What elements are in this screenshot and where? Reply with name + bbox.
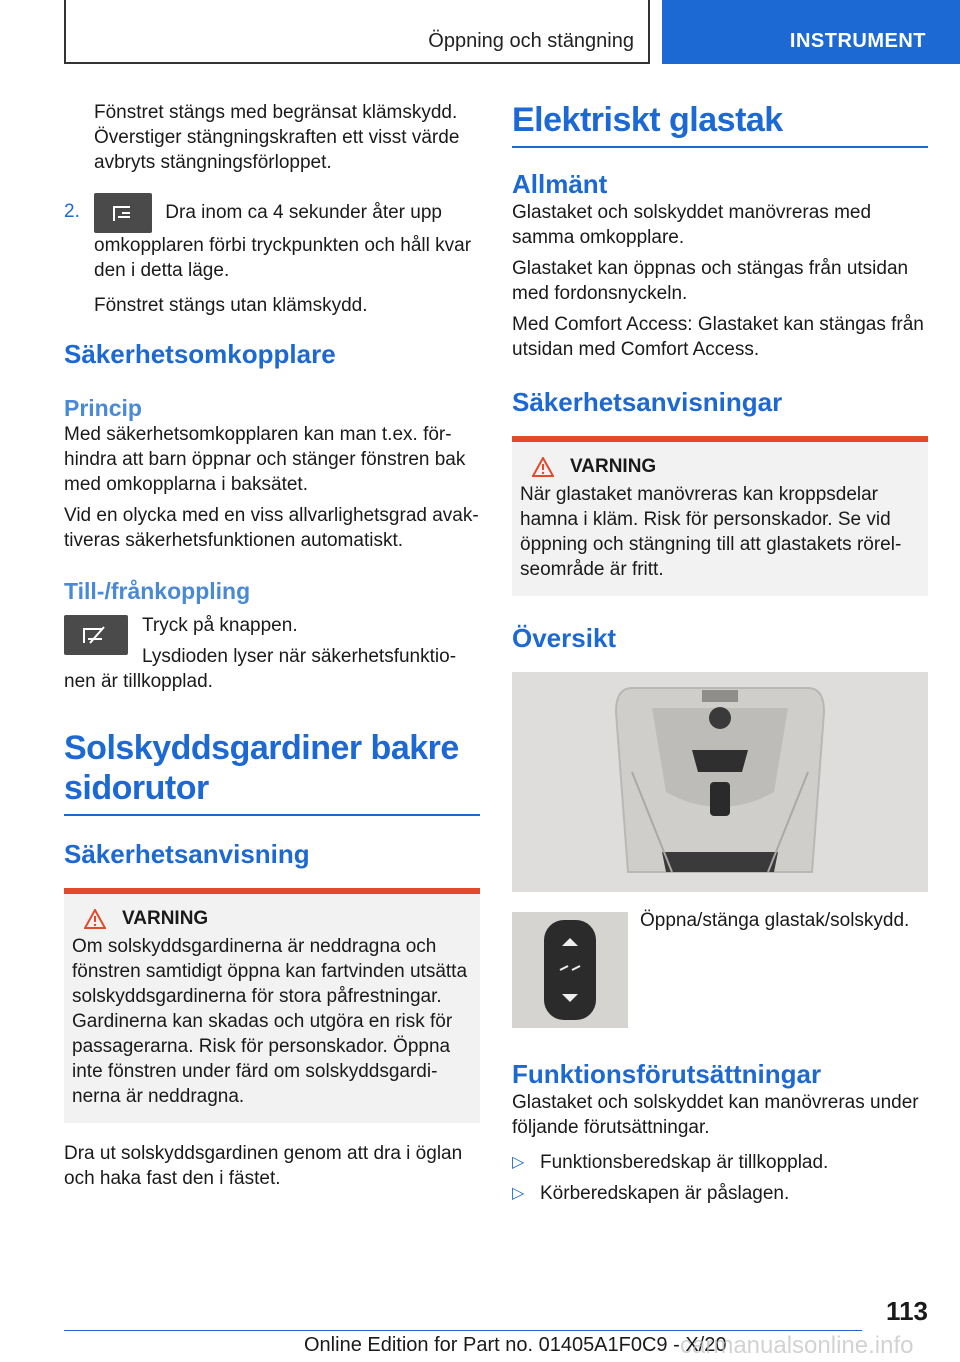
roof-switch-photo (512, 912, 628, 1028)
warning-title: VARNING (122, 908, 209, 929)
requirements-intro: Glastaket och solskyddet kan manövreras under följande förutsättningar. (512, 1092, 919, 1138)
section-tab-label: INSTRUMENT (789, 30, 926, 52)
general-paragraph: Glastaket och solskyddet manövreras med samma omkopplare. (512, 202, 872, 248)
general-paragraph: Med Comfort Access: Glastaket kan stängas från utsidan med Comfort Access. (512, 314, 924, 360)
footer-rule (64, 1330, 862, 1331)
watermark: carmanualsonline.info (680, 1332, 914, 1359)
bullet-triangle-icon: ▷ (512, 1154, 525, 1171)
heading-requirements: Funktionsförutsättningar (512, 1059, 822, 1089)
intro-line: avbryts stängningsförloppet. (94, 152, 332, 173)
switch-caption: Öppna/stänga glastak/solskydd. (640, 910, 910, 931)
toggle-paragraph: Lysdioden lyser när säkerhetsfunktionen är tillkopplad. (64, 646, 457, 692)
step2-result: Fönstret stängs utan klämskydd. (94, 295, 368, 316)
step-number: 2. (64, 201, 80, 222)
heading-principle: Princip (64, 395, 142, 421)
step-2 (64, 193, 480, 318)
window-switch-icon (94, 193, 152, 233)
warning-box (512, 436, 928, 596)
heading-overview: Översikt (512, 623, 617, 653)
blind-instruction: Dra ut solskyddsgardinen genom att dra i öglan och haka fast den i fästet. (64, 1143, 463, 1189)
chapter-title: Öppning och stängning (428, 30, 634, 52)
heading-general: Allmänt (512, 169, 608, 199)
safety-switch-icon (64, 615, 128, 655)
bullet-triangle-icon: ▷ (512, 1185, 525, 1202)
heading-safety-switch: Säkerhetsomkopplare (64, 339, 336, 369)
list-item: ▷ Funktionsberedskap är tillkopplad. (512, 1152, 829, 1173)
warning-box (64, 888, 480, 1123)
step2-text: den i detta läge. (94, 260, 230, 281)
general-paragraph: Glastaket kan öppnas och stängas från utsidan med fordonsnyckeln. (512, 258, 909, 304)
step2-text: omkopplaren förbi tryckpunkten och håll kvar (94, 235, 472, 256)
intro-line: Fönstret stängs med begränsat klämskydd. (94, 102, 458, 123)
step2-text: Dra inom ca 4 sekunder åter upp (165, 202, 442, 224)
principle-paragraph: Med säkerhetsomkopplaren kan man t.ex. förhindra att barn öppnar och stänger fönstren bak med omkopplarna i baksätet. (64, 424, 466, 495)
list-item: ▷ Körberedskapen är påslagen. (512, 1183, 790, 1204)
heading-glass-roof: Elektriskt glastak (512, 100, 928, 148)
warning-title: VARNING (570, 456, 657, 477)
heading-safety-note: Säkerhetsanvisning (64, 839, 310, 869)
warning-triangle-icon (532, 457, 554, 477)
intro-line: Överstiger stängningskraften ett visst värde (94, 127, 460, 148)
left-column (64, 100, 480, 1197)
warning-text: Om solskyddsgardinerna är neddragna och fönstren samtidigt öppna kan fartvinden utsätta solskyddsgardinerna för stora påfrestningar. Gardinerna kan skadas och utgöra en risk för passagerarna. Risk för personskador. Öppna inte fönstren under färd om solskyddsgardinerna är neddragna. (72, 936, 468, 1107)
page-number: 113 (886, 1296, 928, 1326)
header-section-tab[interactable] (662, 0, 960, 64)
overhead-console-photo (512, 672, 928, 892)
heading-rear-blinds: Solskyddsgardiner bakre sidorutor (64, 728, 480, 816)
header-chapter-box (64, 0, 650, 64)
principle-paragraph: Vid en olycka med en viss allvarlighetsgrad avaktiveras säkerhetsfunktionen automatiskt. (64, 505, 479, 551)
heading-safety-notes: Säkerhetsanvisningar (512, 387, 783, 417)
warning-text: När glastaket manövreras kan kroppsdelar hamna i kläm. Risk för personskador. Se vid öppning och stängning till att glastakets rörelseområde är fritt. (520, 484, 902, 580)
heading-toggle: Till-/frånkoppling (64, 578, 251, 604)
toggle-paragraph: Tryck på knappen. (142, 615, 298, 636)
footer-edition: Online Edition for Part no. 01405A1F0C9 - X/20 (304, 1334, 727, 1356)
right-column (512, 100, 928, 1212)
warning-triangle-icon (84, 909, 106, 929)
